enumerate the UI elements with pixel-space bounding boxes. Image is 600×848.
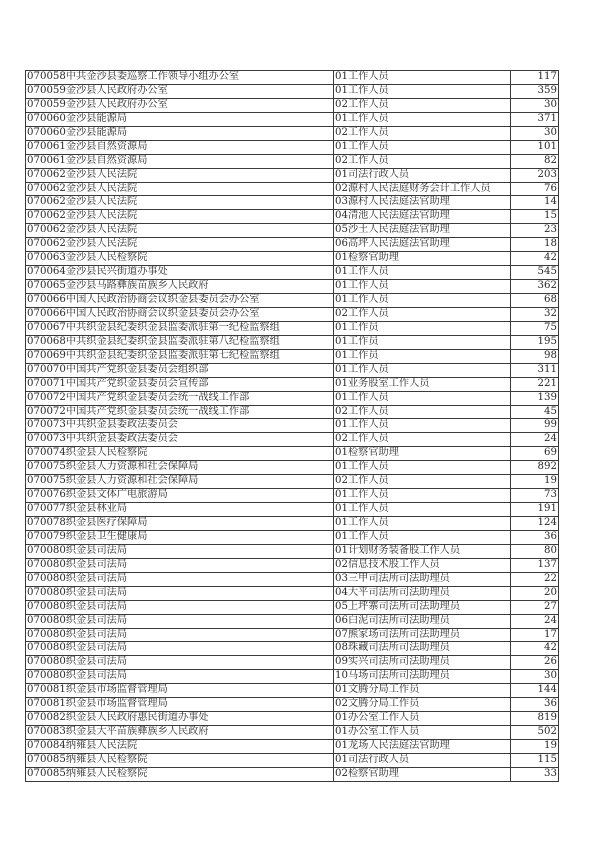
count-cell: 195 (511, 335, 559, 349)
table-row (26, 84, 559, 98)
unit-cell: 070071中国共产党织金县委员会宣传部 (26, 377, 334, 391)
unit-cell: 070080织金县司法局 (26, 586, 334, 600)
unit-cell: 070080织金县司法局 (26, 628, 334, 642)
position-cell: 01工作人员 (334, 530, 511, 544)
table-row (26, 307, 559, 321)
position-cell: 01工作人员 (334, 363, 511, 377)
position-cell: 02工作人员 (334, 307, 511, 321)
table-body (26, 71, 559, 782)
table-row (26, 530, 559, 544)
position-cell: 01龙场人民法庭法官助理 (334, 740, 511, 754)
table-row (26, 98, 559, 112)
position-cell: 04清池人民法庭法官助理 (334, 210, 511, 224)
table-row (26, 684, 559, 698)
table-row (26, 447, 559, 461)
position-cell: 01办公室工作人员 (334, 712, 511, 726)
unit-cell: 070085纳雍县人民检察院 (26, 753, 334, 767)
table-row (26, 600, 559, 614)
table-row (26, 140, 559, 154)
count-cell: 892 (511, 461, 559, 475)
position-cell: 01工作人员 (334, 419, 511, 433)
table-row (26, 363, 559, 377)
unit-cell: 070068中共织金县纪委织金县监委派驻第八纪检监察组 (26, 335, 334, 349)
position-cell: 01工作人员 (334, 391, 511, 405)
unit-cell: 070083织金县大平苗族彝族乡人民政府 (26, 726, 334, 740)
table-row (26, 558, 559, 572)
unit-cell: 070081织金县市场监督管理局 (26, 684, 334, 698)
count-cell: 137 (511, 558, 559, 572)
count-cell: 19 (511, 475, 559, 489)
table-row (26, 182, 559, 196)
table-row (26, 419, 559, 433)
unit-cell: 070079织金县卫生健康局 (26, 530, 334, 544)
unit-cell: 070085纳雍县人民检察院 (26, 767, 334, 781)
unit-cell: 070081织金县市场监督管理局 (26, 698, 334, 712)
table-row (26, 321, 559, 335)
count-cell: 359 (511, 84, 559, 98)
table-row (26, 126, 559, 140)
count-cell: 68 (511, 294, 559, 308)
table-row (26, 753, 559, 767)
unit-cell: 070061金沙县自然资源局 (26, 140, 334, 154)
table-row (26, 740, 559, 754)
applicant-count-table (25, 70, 559, 782)
count-cell: 24 (511, 614, 559, 628)
table-row (26, 698, 559, 712)
position-cell: 05沙土人民法庭法官助理 (334, 224, 511, 238)
unit-cell: 070069中共织金县纪委织金县监委派驻第七纪检监察组 (26, 349, 334, 363)
count-cell: 32 (511, 307, 559, 321)
count-cell: 30 (511, 126, 559, 140)
unit-cell: 070078织金县医疗保障局 (26, 517, 334, 531)
count-cell: 139 (511, 391, 559, 405)
count-cell: 502 (511, 726, 559, 740)
unit-cell: 070075织金县人力资源和社会保障局 (26, 461, 334, 475)
unit-cell: 070062金沙县人民法院 (26, 196, 334, 210)
position-cell: 01工作人员 (334, 280, 511, 294)
position-cell: 02工作人员 (334, 405, 511, 419)
position-cell: 01工作人员 (334, 266, 511, 280)
table-row (26, 767, 559, 781)
spreadsheet-page (25, 70, 558, 782)
position-cell: 10马场司法所司法助理员 (334, 670, 511, 684)
position-cell: 01计划财务装备股工作人员 (334, 544, 511, 558)
count-cell: 30 (511, 98, 559, 112)
table-row (26, 475, 559, 489)
table-row (26, 656, 559, 670)
position-cell: 01工作人员 (334, 517, 511, 531)
count-cell: 819 (511, 712, 559, 726)
position-cell: 01司法行政人员 (334, 753, 511, 767)
count-cell: 124 (511, 517, 559, 531)
unit-cell: 070080织金县司法局 (26, 670, 334, 684)
table-row (26, 712, 559, 726)
count-cell: 26 (511, 656, 559, 670)
position-cell: 03三甲司法所司法助理员 (334, 572, 511, 586)
unit-cell: 070066中国人民政治协商会议织金县委员会办公室 (26, 307, 334, 321)
position-cell: 02检察官助理 (334, 767, 511, 781)
table-row (26, 503, 559, 517)
unit-cell: 070060金沙县能源局 (26, 112, 334, 126)
count-cell: 42 (511, 252, 559, 266)
position-cell: 02工作人员 (334, 475, 511, 489)
count-cell: 144 (511, 684, 559, 698)
position-cell: 01工作员 (334, 349, 511, 363)
unit-cell: 070060金沙县能源局 (26, 126, 334, 140)
table-row (26, 461, 559, 475)
count-cell: 19 (511, 740, 559, 754)
position-cell: 08珠藏司法所司法助理员 (334, 642, 511, 656)
table-row (26, 280, 559, 294)
unit-cell: 070066中国人民政治协商会议织金县委员会办公室 (26, 294, 334, 308)
table-row (26, 71, 559, 85)
unit-cell: 070062金沙县人民法院 (26, 210, 334, 224)
table-row (26, 335, 559, 349)
table-row (26, 544, 559, 558)
position-cell: 01工作人员 (334, 84, 511, 98)
count-cell: 33 (511, 767, 559, 781)
count-cell: 221 (511, 377, 559, 391)
position-cell: 01办公室工作人员 (334, 726, 511, 740)
table-row (26, 224, 559, 238)
position-cell: 05上坪寨司法所司法助理员 (334, 600, 511, 614)
count-cell: 101 (511, 140, 559, 154)
unit-cell: 070080织金县司法局 (26, 614, 334, 628)
count-cell: 99 (511, 419, 559, 433)
unit-cell: 070075织金县人力资源和社会保障局 (26, 475, 334, 489)
unit-cell: 070061金沙县自然资源局 (26, 154, 334, 168)
count-cell: 117 (511, 71, 559, 85)
unit-cell: 070080织金县司法局 (26, 544, 334, 558)
unit-cell: 070062金沙县人民法院 (26, 224, 334, 238)
position-cell: 02信息技术股工作人员 (334, 558, 511, 572)
position-cell: 02工作人员 (334, 433, 511, 447)
table-row (26, 642, 559, 656)
position-cell: 06高坪人民法庭法官助理 (334, 238, 511, 252)
position-cell: 01工作人员 (334, 461, 511, 475)
count-cell: 36 (511, 698, 559, 712)
table-row (26, 391, 559, 405)
position-cell: 01司法行政人员 (334, 168, 511, 182)
count-cell: 76 (511, 182, 559, 196)
count-cell: 69 (511, 447, 559, 461)
count-cell: 22 (511, 572, 559, 586)
table-row (26, 196, 559, 210)
table-row (26, 252, 559, 266)
count-cell: 73 (511, 489, 559, 503)
unit-cell: 070072中国共产党织金县委员会统一战线工作部 (26, 391, 334, 405)
position-cell: 01工作员 (334, 321, 511, 335)
unit-cell: 070076织金县文体广电旅游局 (26, 489, 334, 503)
count-cell: 371 (511, 112, 559, 126)
position-cell: 07熊家场司法所司法助理员 (334, 628, 511, 642)
table-row (26, 168, 559, 182)
table-row (26, 489, 559, 503)
count-cell: 82 (511, 154, 559, 168)
table-row (26, 154, 559, 168)
table-row (26, 266, 559, 280)
unit-cell: 070080织金县司法局 (26, 600, 334, 614)
position-cell: 03源村人民法庭法官助理 (334, 196, 511, 210)
position-cell: 01文腾分局工作员 (334, 684, 511, 698)
table-row (26, 670, 559, 684)
table-row (26, 628, 559, 642)
position-cell: 02文腾分局工作员 (334, 698, 511, 712)
count-cell: 45 (511, 405, 559, 419)
position-cell: 06白泥司法所司法助理员 (334, 614, 511, 628)
table-row (26, 112, 559, 126)
table-row (26, 433, 559, 447)
count-cell: 30 (511, 670, 559, 684)
count-cell: 362 (511, 280, 559, 294)
position-cell: 01工作人员 (334, 489, 511, 503)
unit-cell: 070062金沙县人民法院 (26, 182, 334, 196)
table-row (26, 238, 559, 252)
table-row (26, 210, 559, 224)
count-cell: 15 (511, 210, 559, 224)
table-row (26, 349, 559, 363)
unit-cell: 070082织金县人民政府惠民街道办事处 (26, 712, 334, 726)
unit-cell: 070070中国共产党织金县委员会组织部 (26, 363, 334, 377)
unit-cell: 070080织金县司法局 (26, 558, 334, 572)
count-cell: 24 (511, 433, 559, 447)
position-cell: 02工作人员 (334, 154, 511, 168)
unit-cell: 070072中国共产党织金县委员会统一战线工作部 (26, 405, 334, 419)
unit-cell: 070073中共织金县委政法委员会 (26, 419, 334, 433)
table-row (26, 586, 559, 600)
unit-cell: 070062金沙县人民法院 (26, 168, 334, 182)
unit-cell: 070080织金县司法局 (26, 572, 334, 586)
count-cell: 23 (511, 224, 559, 238)
unit-cell: 070084纳雍县人民法院 (26, 740, 334, 754)
position-cell: 01工作员 (334, 335, 511, 349)
unit-cell: 070058中共金沙县委巡察工作领导小组办公室 (26, 71, 334, 85)
position-cell: 01业务股室工作人员 (334, 377, 511, 391)
position-cell: 01检察官助理 (334, 252, 511, 266)
unit-cell: 070059金沙县人民政府办公室 (26, 98, 334, 112)
count-cell: 36 (511, 530, 559, 544)
unit-cell: 070074织金县人民检察院 (26, 447, 334, 461)
table-row (26, 405, 559, 419)
table-row (26, 726, 559, 740)
count-cell: 14 (511, 196, 559, 210)
unit-cell: 070080织金县司法局 (26, 656, 334, 670)
table-row (26, 572, 559, 586)
position-cell: 02源村人民法庭财务会计工作人员 (334, 182, 511, 196)
unit-cell: 070063金沙县人民检察院 (26, 252, 334, 266)
table-row (26, 294, 559, 308)
unit-cell: 070064金沙县民兴街道办事处 (26, 266, 334, 280)
position-cell: 01工作人员 (334, 140, 511, 154)
table-row (26, 614, 559, 628)
count-cell: 98 (511, 349, 559, 363)
position-cell: 01工作人员 (334, 503, 511, 517)
position-cell: 02工作人员 (334, 126, 511, 140)
position-cell: 02工作人员 (334, 98, 511, 112)
count-cell: 203 (511, 168, 559, 182)
count-cell: 311 (511, 363, 559, 377)
count-cell: 80 (511, 544, 559, 558)
count-cell: 75 (511, 321, 559, 335)
table-row (26, 377, 559, 391)
unit-cell: 070073中共织金县委政法委员会 (26, 433, 334, 447)
count-cell: 42 (511, 642, 559, 656)
unit-cell: 070067中共织金县纪委织金县监委派驻第一纪检监察组 (26, 321, 334, 335)
count-cell: 27 (511, 600, 559, 614)
count-cell: 20 (511, 586, 559, 600)
unit-cell: 070077织金县林业局 (26, 503, 334, 517)
count-cell: 191 (511, 503, 559, 517)
unit-cell: 070062金沙县人民法院 (26, 238, 334, 252)
unit-cell: 070080织金县司法局 (26, 642, 334, 656)
unit-cell: 070065金沙县马路彝族苗族乡人民政府 (26, 280, 334, 294)
position-cell: 01工作人员 (334, 71, 511, 85)
count-cell: 17 (511, 628, 559, 642)
position-cell: 01工作人员 (334, 294, 511, 308)
count-cell: 545 (511, 266, 559, 280)
position-cell: 01工作人员 (334, 112, 511, 126)
position-cell: 01检察官助理 (334, 447, 511, 461)
count-cell: 115 (511, 753, 559, 767)
position-cell: 09实兴司法所司法助理员 (334, 656, 511, 670)
table-row (26, 517, 559, 531)
count-cell: 18 (511, 238, 559, 252)
position-cell: 04大平司法所司法助理员 (334, 586, 511, 600)
unit-cell: 070059金沙县人民政府办公室 (26, 84, 334, 98)
